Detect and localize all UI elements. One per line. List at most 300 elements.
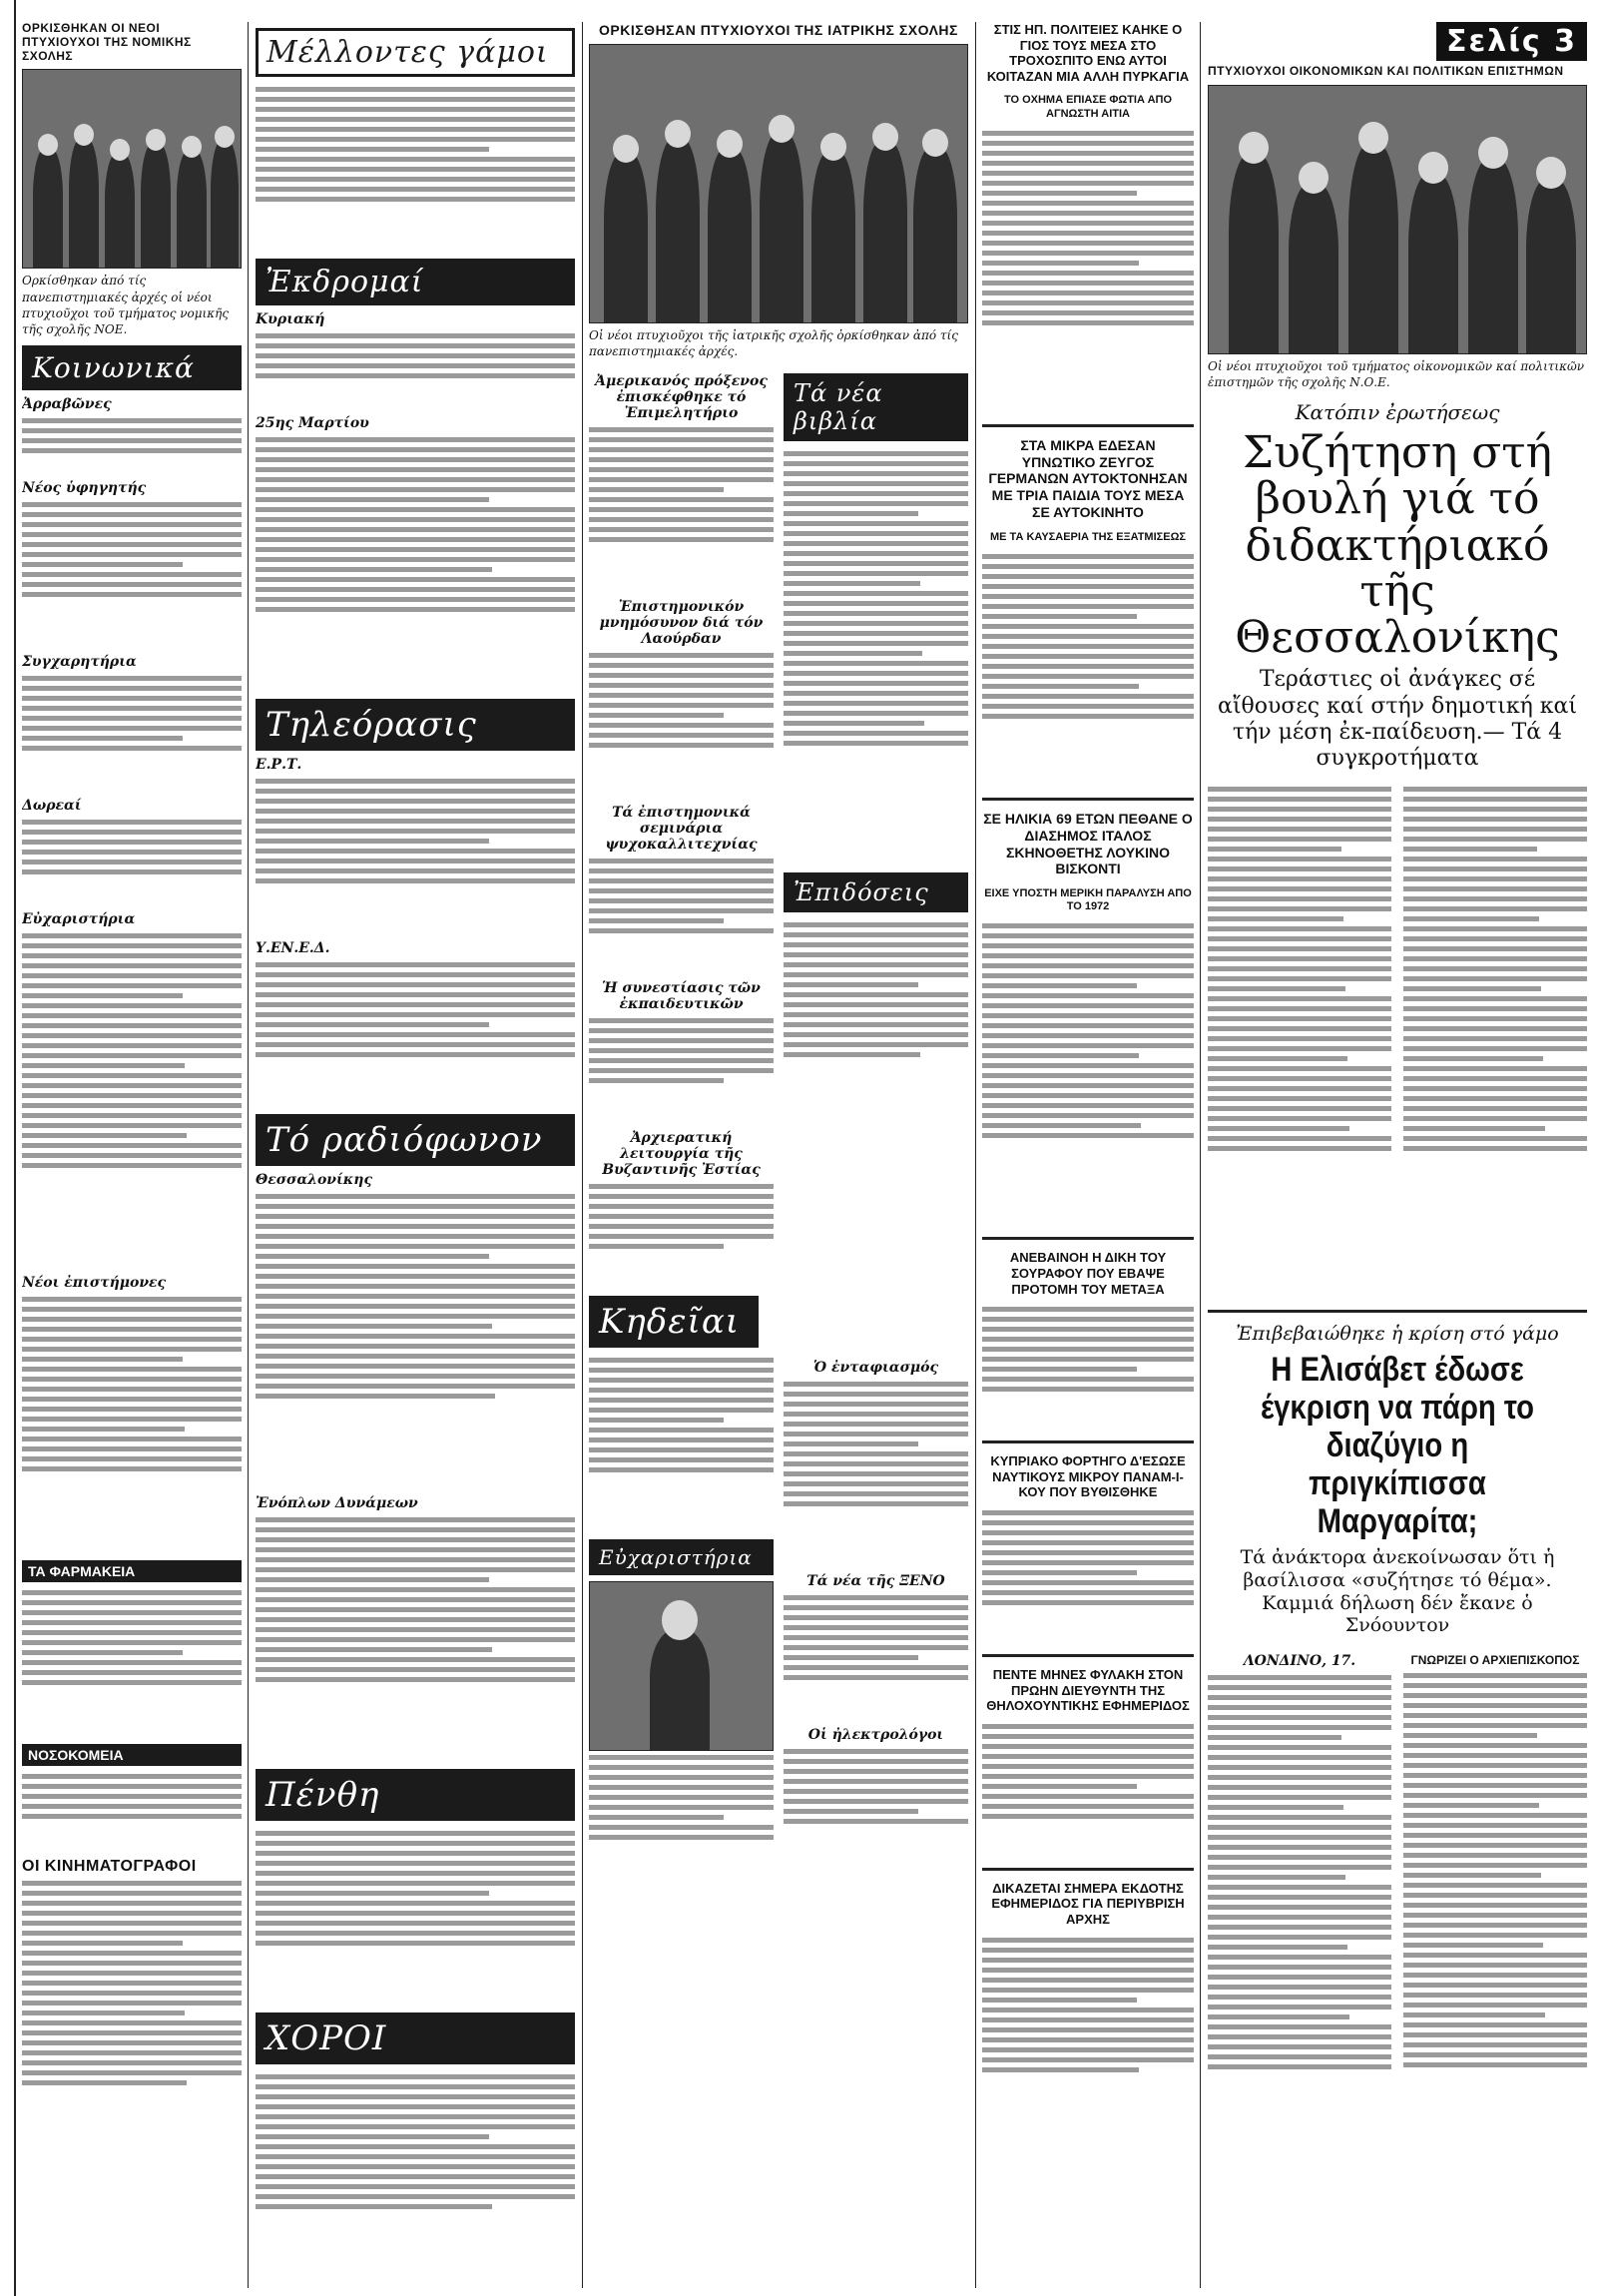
text-line bbox=[589, 908, 774, 913]
text-line bbox=[1403, 1006, 1587, 1011]
text-line bbox=[784, 1501, 968, 1506]
text-line bbox=[256, 1587, 575, 1592]
text-line bbox=[256, 1911, 575, 1916]
text-line bbox=[22, 1971, 242, 1976]
text-line bbox=[589, 467, 774, 472]
text-line bbox=[1208, 936, 1391, 941]
text-line bbox=[256, 197, 575, 202]
column-rule bbox=[1200, 22, 1201, 2288]
text-line bbox=[256, 147, 489, 152]
subhead-yened: Υ.ΕΝ.Ε.Δ. bbox=[256, 940, 330, 956]
text-line bbox=[256, 972, 575, 977]
text-line bbox=[589, 1184, 774, 1189]
text-line bbox=[1403, 2032, 1587, 2037]
text-line bbox=[589, 1815, 724, 1820]
text-line bbox=[589, 1194, 774, 1199]
weddings-text bbox=[256, 83, 575, 253]
seminars-text bbox=[589, 855, 774, 974]
subhead-new-scientists: Νέοι ἐπιστήμονες bbox=[22, 1275, 167, 1292]
text-line bbox=[784, 982, 918, 987]
suicide-text bbox=[982, 550, 1194, 790]
text-line bbox=[589, 1234, 774, 1239]
text-line bbox=[784, 1441, 918, 1446]
text-line bbox=[1403, 2003, 1587, 2008]
text-line bbox=[22, 1784, 242, 1789]
text-line bbox=[1403, 1096, 1587, 1101]
text-line bbox=[784, 1665, 968, 1670]
text-line bbox=[1403, 946, 1587, 951]
text-line bbox=[784, 1451, 968, 1456]
text-line bbox=[256, 117, 575, 122]
text-line bbox=[589, 888, 774, 893]
text-line bbox=[22, 512, 242, 517]
text-line bbox=[22, 1317, 242, 1322]
mourning-banner: Πένθη bbox=[256, 1769, 575, 1821]
text-line bbox=[256, 587, 575, 592]
text-line bbox=[22, 1640, 242, 1645]
text-line bbox=[22, 953, 242, 958]
text-line bbox=[784, 1481, 968, 1486]
text-line bbox=[256, 1891, 489, 1896]
text-line bbox=[589, 1204, 774, 1209]
text-line bbox=[22, 1427, 185, 1432]
text-line bbox=[784, 471, 968, 476]
text-line bbox=[256, 1627, 575, 1632]
text-line bbox=[22, 963, 242, 968]
memorial-photo bbox=[589, 1581, 774, 1751]
text-line bbox=[784, 591, 968, 596]
text-line bbox=[1403, 886, 1587, 891]
text-line bbox=[256, 1861, 575, 1866]
caravan-fire-headline: ΣΤΙΣ ΗΠ. ΠΟΛΙΤΕΙΕΣ ΚΑΗΚΕ Ο ΓΙΟΣ ΤΟΥΣ ΜΕΣΑ ΣΤΟ ΤΡΟΧΟΣΠΙΤΟ ΕΝΩ ΑΥΤΟΙ ΚΟΙΤΑΖΑΝ ΜΙΑ ΑΛΛΗ ΠΥΡΚΑΓΙΑ bbox=[986, 22, 1190, 84]
text-line bbox=[1403, 1893, 1587, 1898]
yened-listings bbox=[256, 958, 575, 1108]
text-line bbox=[589, 1018, 774, 1023]
text-line bbox=[1208, 996, 1391, 1001]
text-line bbox=[1403, 1873, 1541, 1878]
text-line bbox=[256, 477, 575, 482]
text-line bbox=[784, 1655, 918, 1660]
text-line bbox=[22, 1466, 242, 1471]
text-line bbox=[1403, 1963, 1587, 1968]
text-line bbox=[982, 1033, 1194, 1038]
text-line bbox=[784, 1759, 968, 1764]
text-line bbox=[256, 373, 575, 378]
thessaloniki-radio-listings bbox=[256, 1190, 575, 1489]
text-line bbox=[589, 928, 774, 933]
text-line bbox=[982, 714, 1194, 719]
economics-graduates-headline: ΠΤΥΧΙΟΥΧΟΙ ΟΙΚΟΝΟΜΙΚΩΝ ΚΑΙ ΠΟΛΙΤΙΚΩΝ ΕΠΙΣΤΗΜΩΝ bbox=[1208, 64, 1564, 78]
text-line bbox=[22, 522, 242, 527]
text-line bbox=[22, 1163, 242, 1168]
column-c bbox=[589, 22, 968, 2288]
text-line bbox=[1208, 976, 1391, 981]
text-line bbox=[22, 840, 242, 845]
text-line bbox=[784, 1432, 968, 1436]
text-line bbox=[1403, 1753, 1587, 1758]
text-line bbox=[1208, 2034, 1391, 2039]
text-line bbox=[22, 562, 183, 567]
text-line bbox=[1208, 1865, 1391, 1870]
text-line bbox=[22, 1073, 242, 1078]
pharmacies-heading: ΤΑ ΦΑΡΜΑΚΕΙΑ bbox=[22, 1560, 242, 1582]
text-line bbox=[982, 654, 1194, 659]
text-line bbox=[22, 2070, 242, 2075]
text-line bbox=[784, 1422, 968, 1427]
archbishop-subhead: ΓΝΩΡΙΖΕΙ Ο ΑΡΧΙΕΠΙΣΚΟΠΟΣ bbox=[1410, 1653, 1580, 1668]
questions-kicker: Κατόπιν ἐρωτήσεως bbox=[1295, 400, 1500, 425]
text-line bbox=[22, 1113, 242, 1118]
text-line bbox=[256, 1677, 575, 1682]
text-line bbox=[256, 343, 575, 348]
text-line bbox=[1403, 1086, 1587, 1091]
releases-text bbox=[784, 918, 968, 1118]
text-line bbox=[1403, 1026, 1587, 1031]
text-line bbox=[982, 261, 1139, 266]
text-line bbox=[982, 933, 1194, 938]
text-line bbox=[256, 1921, 575, 1926]
school-buildings-text-1 bbox=[1208, 783, 1391, 1302]
text-line bbox=[982, 2047, 1194, 2052]
text-line bbox=[784, 962, 968, 967]
subhead-xeno-news: Τά νέα τῆς ΞΕΝΟ bbox=[806, 1573, 945, 1590]
ship-rescue-text bbox=[982, 1506, 1194, 1646]
text-line bbox=[784, 1595, 968, 1600]
text-line bbox=[982, 2017, 1194, 2022]
text-line bbox=[1208, 1106, 1391, 1111]
text-line bbox=[22, 820, 242, 825]
text-line bbox=[784, 1412, 968, 1417]
text-line bbox=[256, 557, 575, 562]
text-line bbox=[982, 131, 1194, 136]
text-line bbox=[22, 1630, 242, 1635]
armed-forces-listings bbox=[256, 1513, 575, 1763]
text-line bbox=[256, 1597, 575, 1602]
text-line bbox=[256, 2204, 492, 2209]
text-line bbox=[784, 1779, 968, 1784]
text-line bbox=[1403, 1973, 1587, 1978]
text-line bbox=[22, 1961, 242, 1966]
text-line bbox=[982, 251, 1194, 256]
text-line bbox=[589, 673, 774, 678]
text-line bbox=[784, 1002, 968, 1007]
text-line bbox=[982, 171, 1194, 176]
text-line bbox=[982, 1794, 1194, 1799]
text-line bbox=[982, 993, 1194, 998]
text-line bbox=[256, 1214, 575, 1219]
text-line bbox=[22, 2060, 242, 2065]
text-line bbox=[1403, 827, 1587, 832]
text-line bbox=[256, 487, 575, 492]
text-line bbox=[1403, 2022, 1587, 2027]
text-line bbox=[982, 973, 1194, 978]
hospitals-heading: ΝΟΣΟΚΟΜΕΙΑ bbox=[22, 1744, 242, 1766]
text-line bbox=[1208, 827, 1391, 832]
subhead-memorial: Ἐπιστημονικόν μνημόσυνον διά τόν Λαούρδαν bbox=[599, 599, 764, 648]
text-line bbox=[982, 1387, 1194, 1392]
text-line bbox=[1208, 1985, 1391, 1990]
text-line bbox=[256, 1394, 495, 1399]
text-line bbox=[1403, 956, 1587, 961]
text-line bbox=[784, 571, 968, 576]
text-line bbox=[256, 467, 575, 472]
text-line bbox=[1208, 896, 1391, 901]
text-line bbox=[1403, 1923, 1587, 1928]
text-line bbox=[256, 1667, 575, 1672]
text-line bbox=[256, 1294, 575, 1299]
text-line bbox=[982, 704, 1194, 709]
text-line bbox=[1208, 1036, 1391, 1041]
text-line bbox=[982, 923, 1194, 928]
text-line bbox=[784, 661, 968, 666]
text-line bbox=[784, 1032, 968, 1037]
text-line bbox=[22, 2010, 185, 2015]
text-line bbox=[589, 477, 774, 482]
text-line bbox=[982, 1123, 1141, 1128]
text-line bbox=[982, 181, 1194, 186]
text-line bbox=[1208, 1725, 1391, 1730]
text-line bbox=[256, 1344, 575, 1349]
text-line bbox=[589, 1795, 774, 1800]
text-line bbox=[256, 1647, 492, 1652]
text-line bbox=[22, 582, 242, 587]
text-line bbox=[1403, 906, 1587, 911]
subhead-burial: Ὁ ἐνταφιασμός bbox=[812, 1360, 939, 1377]
text-line bbox=[1403, 916, 1539, 921]
text-line bbox=[982, 151, 1194, 156]
text-line bbox=[1208, 956, 1391, 961]
text-line bbox=[982, 1734, 1194, 1739]
funerals-text bbox=[589, 1354, 774, 1533]
text-line bbox=[22, 1083, 242, 1088]
hospitals-list bbox=[22, 1770, 242, 1850]
text-line bbox=[589, 898, 774, 903]
text-line bbox=[589, 1755, 774, 1760]
text-line bbox=[982, 1133, 1194, 1138]
text-line bbox=[1208, 1126, 1349, 1131]
text-line bbox=[784, 681, 968, 686]
donations-text bbox=[22, 816, 242, 905]
text-line bbox=[256, 1204, 575, 1209]
text-line bbox=[982, 1774, 1194, 1779]
text-line bbox=[589, 743, 774, 748]
text-line bbox=[1208, 1925, 1391, 1930]
text-line bbox=[1403, 976, 1587, 981]
text-line bbox=[982, 1023, 1194, 1028]
text-line bbox=[1208, 1685, 1391, 1690]
text-line bbox=[1208, 1835, 1391, 1840]
text-line bbox=[1403, 1056, 1543, 1061]
text-line bbox=[22, 552, 242, 557]
text-line bbox=[1403, 1703, 1587, 1708]
text-line bbox=[982, 1520, 1194, 1525]
text-line bbox=[1403, 1036, 1587, 1041]
text-line bbox=[1208, 787, 1391, 792]
text-line bbox=[982, 953, 1194, 958]
text-line bbox=[982, 201, 1194, 206]
text-line bbox=[982, 1357, 1194, 1362]
text-line bbox=[22, 1043, 242, 1048]
text-line bbox=[1403, 1783, 1587, 1788]
text-line bbox=[982, 983, 1137, 988]
text-line bbox=[22, 943, 242, 948]
text-line bbox=[784, 1605, 968, 1610]
london-dateline: ΛΟΝΔΙΝΟ, 17. bbox=[1243, 1653, 1356, 1670]
text-line bbox=[784, 561, 968, 566]
text-line bbox=[1403, 1046, 1587, 1051]
text-line bbox=[22, 1337, 242, 1342]
text-line bbox=[22, 1093, 242, 1098]
text-line bbox=[1208, 2064, 1391, 2069]
text-line bbox=[256, 2114, 575, 2119]
text-line bbox=[1403, 1693, 1587, 1698]
text-line bbox=[256, 1901, 575, 1906]
text-line bbox=[982, 684, 1139, 689]
text-line bbox=[589, 1068, 774, 1073]
text-line bbox=[982, 1724, 1194, 1729]
radio-banner: Τό ραδιόφωνον bbox=[256, 1114, 575, 1166]
suicide-deck: ΜΕ ΤΑ ΚΑΥΣΑΕΡΙΑ ΤΗΣ ΕΞΑΤΜΙΣΕΩΣ bbox=[989, 530, 1187, 543]
society-banner: Κοινωνικά bbox=[22, 345, 242, 390]
suicide-headline: ΣΤΑ ΜΙΚΡΑ ΕΔΕΣΑΝ ΥΠΝΩΤΙΚΟ ΖΕΥΓΟΣ ΓΕΡΜΑΝΩΝ ΑΥΤΟΚΤΟΝΗΣΑΝ ΜΕ ΤΡΙΑ ΠΑΙΔΙΑ ΤΟΥΣ ΜΕΣΑ ΣΕ ΑΥΤΟΚΙΝΗΤΟ bbox=[988, 436, 1188, 520]
text-line bbox=[982, 694, 1194, 699]
text-line bbox=[1403, 866, 1587, 871]
text-line bbox=[784, 701, 968, 706]
text-line bbox=[1403, 2052, 1587, 2057]
ship-rescue-headline: ΚΥΠΡΙΑΚΟ ΦΟΡΤΗΓΟ Δ'ΕΣΩΣΕ ΝΑΥΤΙΚΟΥΣ ΜΙΚΡΟΥ ΠΑΝΑΜ-Ι-ΚΟΥ ΠΟΥ ΒΥΘΙΣΘΗΚΕ bbox=[990, 1453, 1186, 1500]
text-line bbox=[784, 711, 968, 716]
text-line bbox=[1208, 946, 1391, 951]
metaxas-bust-text bbox=[982, 1303, 1194, 1433]
text-line bbox=[22, 1600, 242, 1605]
text-line bbox=[982, 141, 1194, 146]
medical-graduates-photo bbox=[589, 44, 968, 323]
text-line bbox=[982, 634, 1194, 639]
text-line bbox=[22, 1941, 183, 1946]
text-line bbox=[1403, 1683, 1587, 1688]
text-line bbox=[589, 497, 774, 502]
text-line bbox=[1208, 1026, 1391, 1031]
text-line bbox=[589, 653, 774, 658]
text-line bbox=[589, 1428, 774, 1433]
text-line bbox=[1403, 1853, 1587, 1858]
text-line bbox=[589, 1408, 774, 1413]
text-line bbox=[22, 1153, 242, 1158]
text-line bbox=[982, 664, 1194, 669]
text-line bbox=[589, 1785, 774, 1790]
text-line bbox=[1208, 1146, 1391, 1151]
text-line bbox=[256, 1234, 575, 1239]
text-line bbox=[1403, 986, 1541, 991]
text-line bbox=[22, 1620, 242, 1625]
text-line bbox=[256, 177, 575, 182]
memorial-text bbox=[589, 649, 774, 799]
text-line bbox=[1208, 1945, 1347, 1950]
xeno-text bbox=[784, 1591, 968, 1721]
text-line bbox=[982, 624, 1194, 629]
text-line bbox=[22, 686, 242, 691]
text-line bbox=[784, 1789, 968, 1794]
releases-banner: Ἐπιδόσεις bbox=[784, 872, 968, 912]
text-line bbox=[256, 353, 575, 358]
text-line bbox=[1403, 1943, 1543, 1948]
text-line bbox=[256, 507, 575, 512]
text-line bbox=[982, 1317, 1194, 1322]
text-line bbox=[256, 1364, 575, 1369]
text-line bbox=[1208, 847, 1341, 852]
text-line bbox=[784, 1022, 968, 1027]
subhead-byzantine-service: Ἀρχιερατική λειτουργία τῆς Βυζαντινῆς Ἐστίας bbox=[602, 1130, 761, 1179]
text-line bbox=[22, 592, 242, 597]
text-line bbox=[1208, 1855, 1391, 1860]
text-line bbox=[22, 1610, 242, 1615]
text-line bbox=[982, 1958, 1194, 1963]
text-line bbox=[982, 943, 1194, 948]
text-line bbox=[1208, 1675, 1391, 1680]
text-line bbox=[256, 779, 575, 784]
text-line bbox=[1403, 837, 1587, 842]
text-line bbox=[22, 1794, 242, 1799]
text-line bbox=[784, 581, 920, 586]
text-line bbox=[1403, 817, 1587, 822]
text-line bbox=[22, 1891, 242, 1896]
text-line bbox=[982, 1570, 1137, 1575]
text-line bbox=[589, 487, 724, 492]
text-line bbox=[256, 1284, 575, 1289]
text-line bbox=[22, 1297, 242, 1302]
text-line bbox=[256, 1254, 489, 1259]
text-line bbox=[1403, 1823, 1587, 1828]
text-line bbox=[256, 2134, 489, 2139]
text-line bbox=[982, 281, 1194, 286]
text-line bbox=[1208, 966, 1391, 971]
text-line bbox=[256, 1194, 575, 1199]
text-line bbox=[22, 983, 242, 988]
text-line bbox=[784, 1471, 968, 1476]
text-line bbox=[784, 641, 968, 646]
text-line bbox=[22, 1911, 242, 1916]
text-line bbox=[784, 1491, 968, 1496]
text-line bbox=[589, 1825, 774, 1830]
electricians-text bbox=[784, 1745, 968, 1865]
text-line bbox=[256, 333, 575, 338]
text-line bbox=[1403, 1016, 1587, 1021]
text-line bbox=[256, 2154, 575, 2159]
subhead-engagements: Ἀρραβῶνες bbox=[22, 396, 112, 413]
text-line bbox=[982, 2008, 1194, 2012]
text-line bbox=[256, 829, 575, 834]
text-line bbox=[1403, 787, 1587, 792]
text-line bbox=[1208, 1056, 1347, 1061]
text-line bbox=[1403, 1833, 1587, 1838]
text-line bbox=[784, 1052, 920, 1057]
margaret-divorce-deck: Τά ἀνάκτορα ἀνεκοίνωσαν ὅτι ἡ βασίλισσα «συζήτησε τό θέμα». Καμμιά δήλωση δέν ἔκανε ὁ Σνόουντον bbox=[1240, 1546, 1555, 1637]
text-line bbox=[256, 2164, 575, 2169]
text-line bbox=[784, 922, 968, 927]
text-line bbox=[982, 211, 1194, 216]
text-line bbox=[22, 2030, 242, 2035]
text-line bbox=[784, 992, 968, 997]
text-line bbox=[1403, 996, 1587, 1001]
text-line bbox=[1403, 1713, 1587, 1718]
text-line bbox=[1208, 1715, 1391, 1720]
text-line bbox=[589, 517, 774, 522]
text-line bbox=[256, 1617, 575, 1622]
text-line bbox=[256, 457, 575, 462]
text-line bbox=[1403, 1116, 1587, 1121]
text-line bbox=[982, 1978, 1194, 1983]
text-line bbox=[256, 2194, 575, 2199]
